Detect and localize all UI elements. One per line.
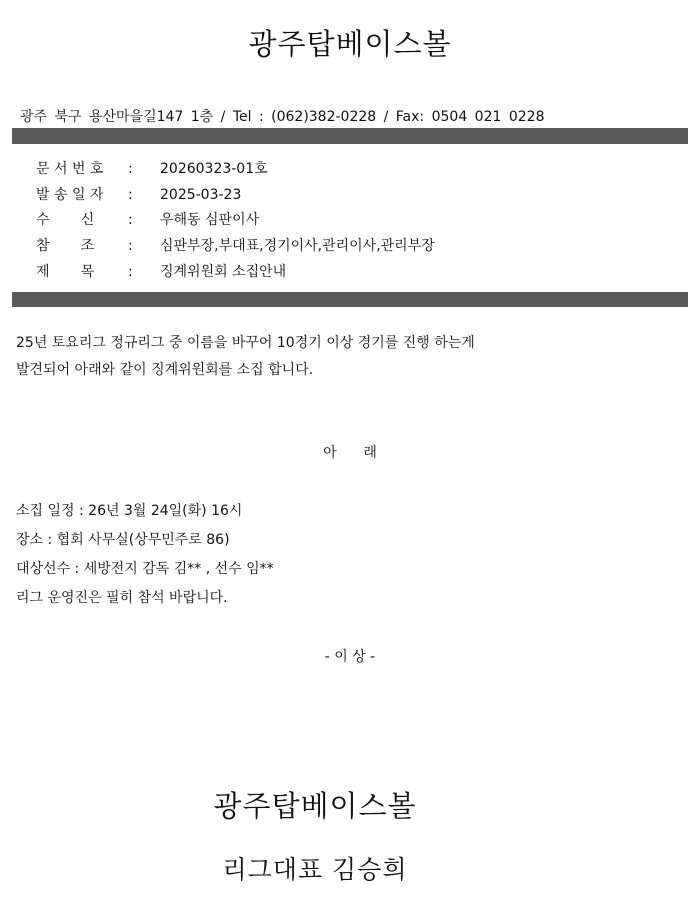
header-bottom-rule	[12, 292, 688, 307]
field-colon: :	[128, 161, 133, 177]
header-field-doc-number	[36, 158, 268, 178]
detail-location: 장소 : 협회 사무실(상무민주로 86)	[16, 532, 230, 548]
field-colon: :	[128, 212, 133, 228]
body-intro-line-2: 발견되어 아래와 같이 징계위원회를 소집 합니다.	[16, 362, 314, 378]
detail-attendance-request: 리그 운영진은 필히 참석 바랍니다.	[16, 590, 228, 606]
field-label: 발 송 일 자	[36, 187, 104, 203]
notice-heading: 아 래	[323, 445, 377, 461]
header-field-send-date	[36, 184, 241, 204]
field-value: 심판부장,부대표,경기이사,관리이사,관리부장	[160, 238, 435, 254]
field-colon: :	[128, 264, 133, 280]
field-label: 참 조	[36, 238, 95, 254]
field-value: 2025-03-23	[160, 187, 242, 203]
body-intro-line-1: 25년 토요리그 정규리그 중 이름을 바꾸어 10경기 이상 경기를 진행 하는게	[16, 335, 475, 351]
letterhead-org-name: 광주탑베이스볼	[248, 27, 452, 61]
field-value: 우해동 심판이사	[160, 212, 260, 228]
field-label: 제 목	[36, 264, 95, 280]
detail-schedule: 소집 일정 : 26년 3월 24일(화) 16시	[16, 503, 243, 519]
field-colon: :	[128, 187, 133, 203]
field-value: 20260323-01호	[160, 161, 268, 177]
header-top-rule	[12, 128, 688, 144]
header-field-subject	[36, 261, 286, 281]
field-label: 문 서 번 호	[36, 161, 104, 177]
detail-target-players: 대상선수 : 세방전지 감독 김** , 선수 임**	[16, 561, 274, 577]
field-colon: :	[128, 238, 133, 254]
letterhead-contact-line: 광주 북구 용산마을길147 1층 / Tel : (062)382-0228 / Fax: 0504 021 0228	[20, 109, 545, 125]
signature-org-name: 광주탑베이스볼	[213, 789, 417, 823]
header-field-recipient	[36, 209, 259, 229]
closing-mark: - 이 상 -	[324, 649, 376, 665]
signature-signer: 리그대표 김승희	[222, 855, 408, 884]
header-field-reference	[36, 235, 435, 255]
field-value: 징계위원회 소집안내	[160, 264, 287, 280]
field-label: 수 신	[36, 212, 95, 228]
